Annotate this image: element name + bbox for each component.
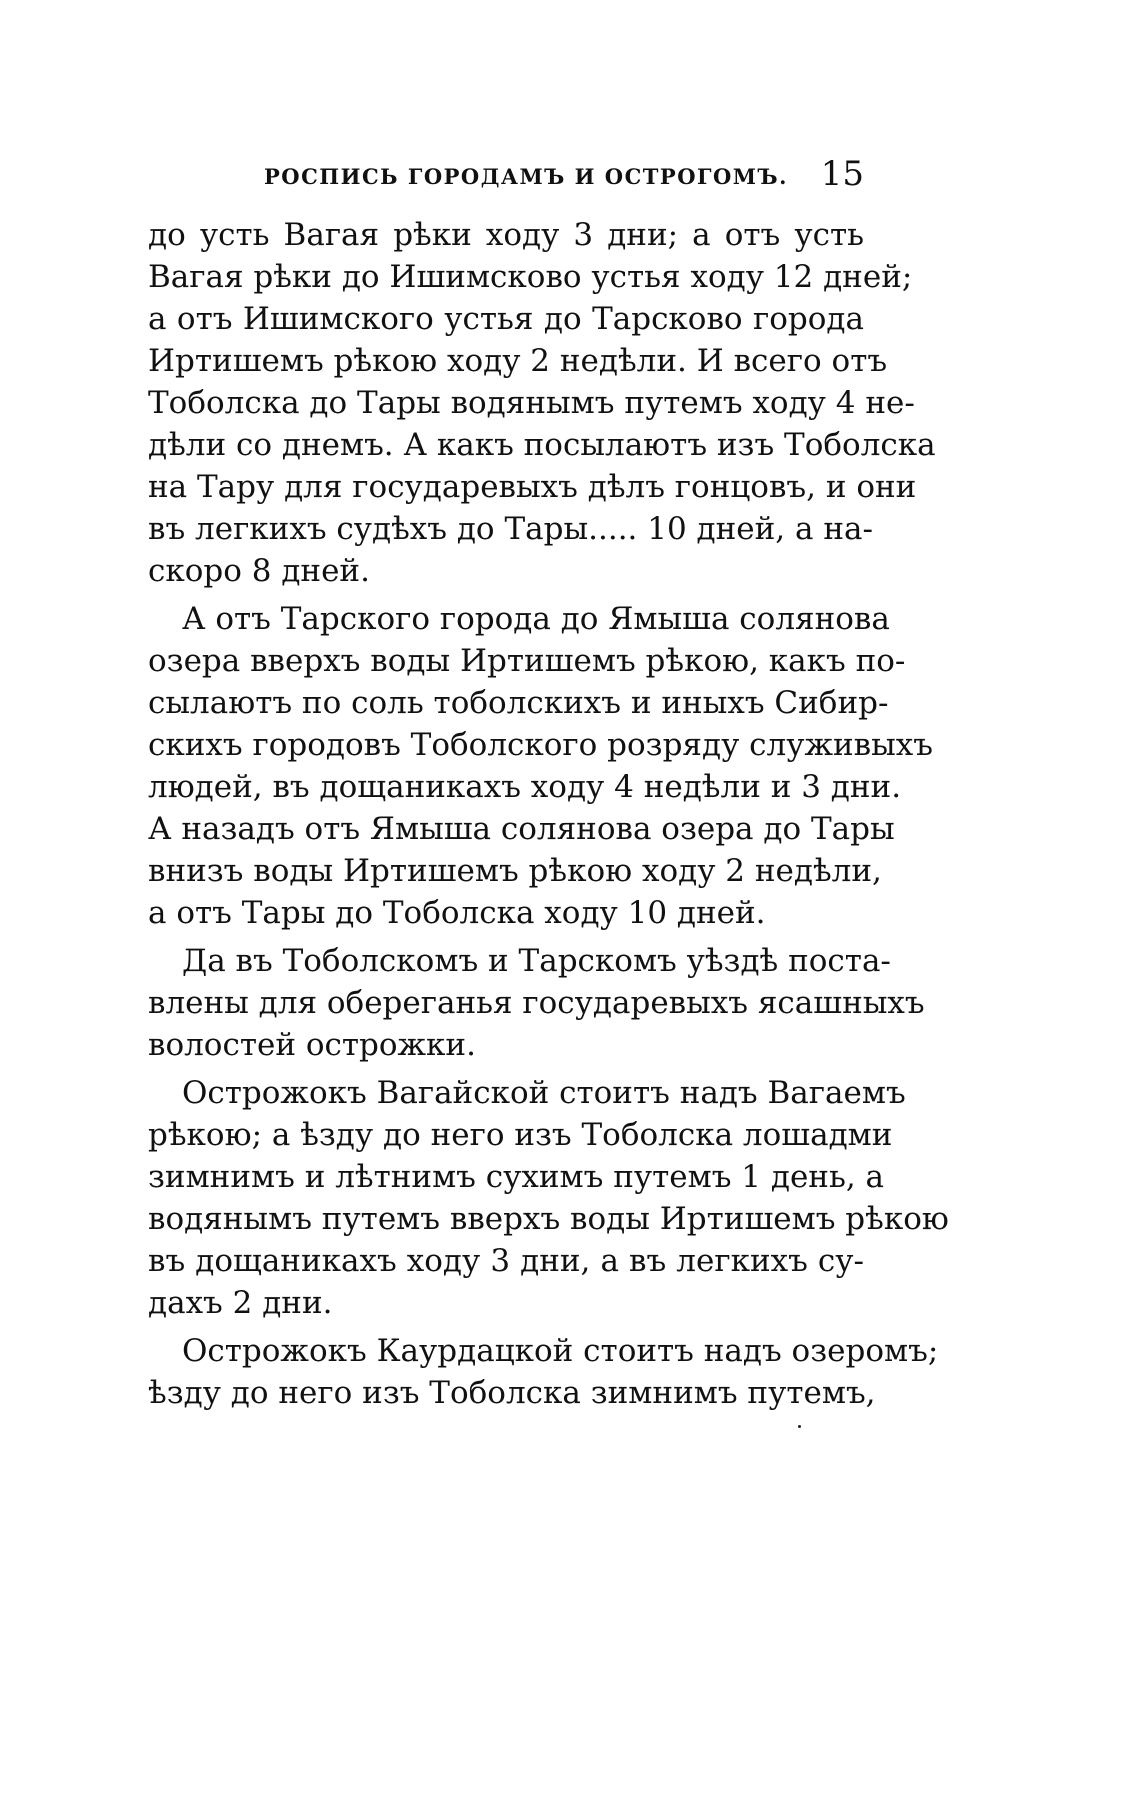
paragraph-1 bbox=[148, 214, 936, 592]
text-line: волостей острожки. bbox=[148, 1027, 476, 1063]
text-line: Иртишемъ рѣкою ходу 2 недѣли. И всего отъ bbox=[148, 343, 888, 379]
running-title: РОСПИСЬ ГОРОДАМЪ И ОСТРОГОМЪ. bbox=[264, 164, 788, 189]
text-line: влены для обереганья государевыхъ ясашныхъ bbox=[148, 985, 925, 1021]
running-head bbox=[264, 154, 864, 194]
paragraph-2 bbox=[148, 598, 933, 934]
text-line: на Тару для государевыхъ дѣлъ гонцовъ, и они bbox=[148, 469, 917, 505]
text-line: Вагая рѣки до Ишимсково устья ходу 12 дней; bbox=[148, 259, 913, 295]
text-line: А назадъ отъ Ямыша солянова озера до Тары bbox=[148, 811, 895, 847]
text-line: скихъ городовъ Тоболского розряду служивыхъ bbox=[148, 727, 933, 763]
text-line: въ дощаникахъ ходу 3 дни, а въ легкихъ су- bbox=[148, 1243, 864, 1279]
text-line: до усть Вагая рѣки ходу 3 дни; а отъ усть bbox=[148, 217, 864, 253]
text-line: а отъ Тары до Тоболска ходу 10 дней. bbox=[148, 895, 766, 931]
text-line: зимнимъ и лѣтнимъ сухимъ путемъ 1 день, а bbox=[148, 1159, 885, 1195]
text-line: а отъ Ишимского устья до Тарсково города bbox=[148, 301, 864, 337]
text-line: скоро 8 дней. bbox=[148, 553, 370, 589]
text-line: Острожокъ Вагайской стоитъ надъ Вагаемъ bbox=[182, 1075, 906, 1111]
text-line: озера вверхъ воды Иртишемъ рѣкою, какъ по- bbox=[148, 643, 906, 679]
text-line: дѣли со днемъ. А какъ посылаютъ изъ Тоболска bbox=[148, 427, 936, 463]
text-line: водянымъ путемъ вверхъ воды Иртишемъ рѣкою bbox=[148, 1201, 949, 1237]
paragraph-5 bbox=[148, 1330, 939, 1414]
text-line: Да въ Тоболскомъ и Тарскомъ уѣздѣ поста- bbox=[182, 943, 891, 979]
print-speck bbox=[798, 1425, 801, 1428]
text-line: А отъ Тарского города до Ямыша солянова bbox=[182, 601, 890, 637]
text-line: дахъ 2 дни. bbox=[148, 1285, 333, 1321]
text-line: въ легкихъ судѣхъ до Тары..... 10 дней, а на- bbox=[148, 511, 873, 547]
body-text bbox=[148, 214, 949, 1414]
text-line: Тоболска до Тары водянымъ путемъ ходу 4 не- bbox=[148, 385, 915, 421]
text-line: сылаютъ по соль тоболскихъ и иныхъ Сибир- bbox=[148, 685, 889, 721]
text-line: Острожокъ Каурдацкой стоитъ надъ озеромъ; bbox=[182, 1333, 939, 1369]
paragraph-4 bbox=[148, 1072, 949, 1324]
paragraph-3 bbox=[148, 940, 925, 1066]
text-line: внизъ воды Иртишемъ рѣкою ходу 2 недѣли, bbox=[148, 853, 882, 889]
page-number: 15 bbox=[820, 154, 864, 194]
text-line: людей, въ дощаникахъ ходу 4 недѣли и 3 дни. bbox=[148, 769, 902, 805]
text-line: рѣкою; а ѣзду до него изъ Тоболска лошадми bbox=[148, 1117, 893, 1153]
text-line: ѣзду до него изъ Тоболска зимнимъ путемъ, bbox=[148, 1375, 876, 1411]
